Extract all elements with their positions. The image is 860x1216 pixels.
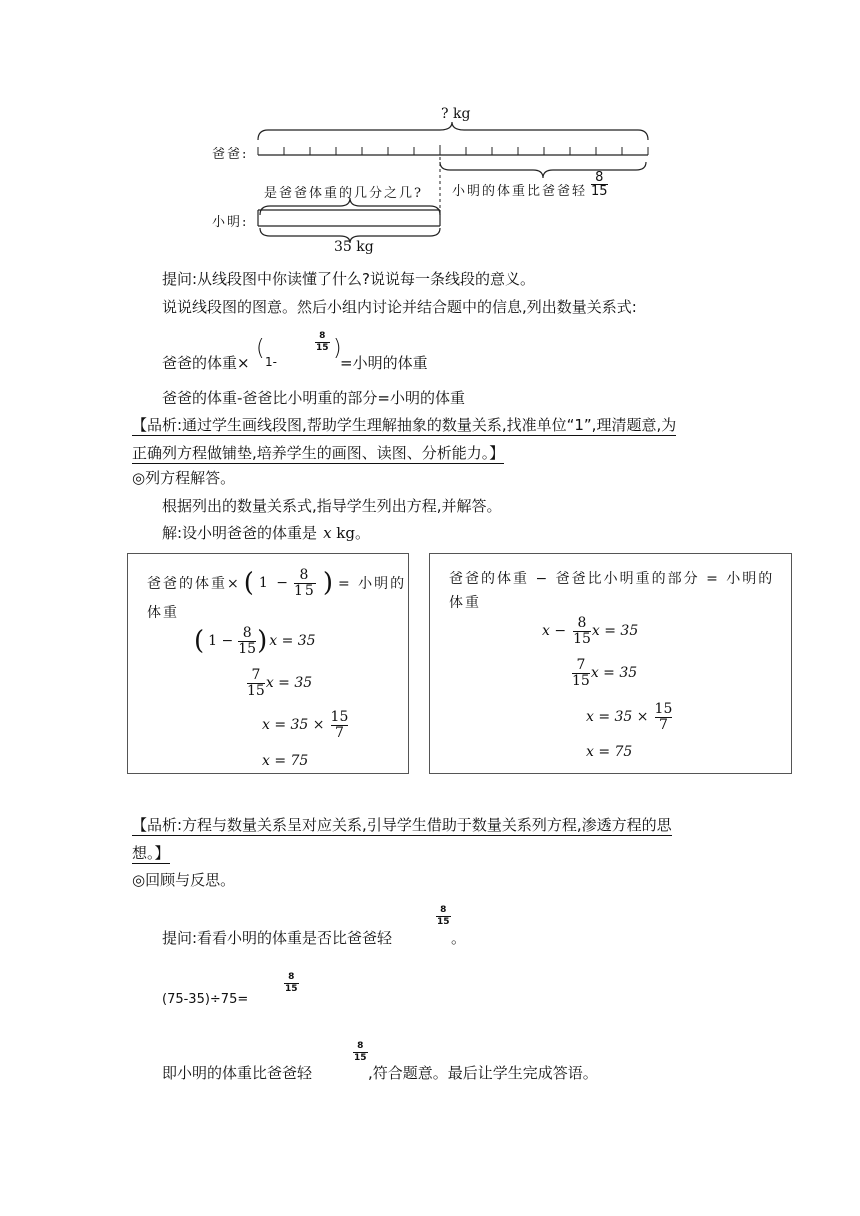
left-eq1-pre: 1 − xyxy=(208,633,234,650)
right-box-heading-2: 体重 xyxy=(449,595,481,611)
review-question-fraction xyxy=(436,905,451,928)
fraction-denominator: 15 xyxy=(285,984,298,994)
left-eq3-pre: x = 35 × xyxy=(262,717,325,734)
fraction-numerator: 8 xyxy=(357,1041,364,1051)
analysis-1-line-1: 【品析:通过学生画线段图,帮助学生理解抽象的数量关系,找准单位“1”,理清题意,为 xyxy=(132,416,677,434)
left-box-heading-b: 1 − xyxy=(258,575,290,592)
fraction-numerator: 8 xyxy=(288,972,295,982)
right-eq1-pre: x − xyxy=(542,623,567,640)
right-equation-3 xyxy=(586,702,673,732)
top-brace xyxy=(258,122,648,140)
fraction-denominator: 15 xyxy=(316,343,329,353)
right-equation-4 xyxy=(586,744,632,760)
fraction-denominator: 15 xyxy=(354,1053,367,1063)
left-box-heading-a: 爸爸的体重× xyxy=(147,576,241,593)
son-weight-label: 35 kg xyxy=(334,239,374,255)
father-ticks xyxy=(258,147,648,155)
right-eq3-pre: x = 35 × xyxy=(586,709,649,726)
fraction-numerator: 8 xyxy=(440,905,447,915)
relation-2: 爸爸的体重-爸爸比小明重的部分=小明的体重 xyxy=(162,389,465,407)
relation-1-part-a: 爸爸的体重× xyxy=(162,354,250,372)
right-eq1-fraction: 8 15 xyxy=(573,615,591,647)
lighter-brace xyxy=(440,162,646,178)
father-label: 爸爸: xyxy=(212,147,249,162)
relation-1-left-paren: ( xyxy=(256,336,265,361)
left-eq1-fraction: 8 15 xyxy=(238,625,257,657)
relation-intro-paragraph: 说说线段图的图意。然后小组内讨论并结合题中的信息,列出数量关系式: xyxy=(162,298,637,316)
review-question-end: 。 xyxy=(451,929,467,947)
left-equation-4 xyxy=(262,753,308,769)
segment-diagram-svg xyxy=(0,0,860,270)
left-eq1-post: x = 35 xyxy=(269,633,316,650)
left-eq3-fraction: 15 7 xyxy=(330,709,349,741)
analysis-2-line-2: 想。】 xyxy=(132,844,170,862)
relation-1-one-minus: 1- xyxy=(265,355,277,369)
conclusion-part-b: ,符合题意。最后让学生完成答语。 xyxy=(368,1064,598,1082)
lighter-fraction xyxy=(591,171,608,198)
check-calculation: (75-35)÷75= xyxy=(162,992,249,1007)
conclusion-fraction xyxy=(353,1041,368,1064)
fraction-numerator: 8 xyxy=(319,331,326,341)
left-equation-3 xyxy=(262,710,349,740)
left-box-heading-2: 体重 xyxy=(147,605,179,621)
left-equation-1: ( 1 − 8 15 ) x = 35 xyxy=(194,625,316,657)
right-eq1-post: x = 35 xyxy=(591,623,639,640)
right-equation-1 xyxy=(542,616,638,646)
conclusion-part-a: 即小明的体重比爸爸轻 xyxy=(162,1064,313,1082)
check-calculation-fraction xyxy=(284,972,299,995)
lighter-fraction-numerator: 8 xyxy=(595,170,604,185)
right-eq2-fraction: 7 15 xyxy=(572,657,590,689)
let-statement-text: 解:设小明爸爸的体重是 xyxy=(162,524,318,542)
solve-instruction: 根据列出的数量关系式,指导学生列出方程,并解答。 xyxy=(162,497,502,515)
total-weight-label: ? kg xyxy=(441,106,471,122)
analysis-1-line-2: 正确列方程做铺垫,培养学生的画图、读图、分析能力。】 xyxy=(132,444,505,462)
left-equation-2 xyxy=(246,668,312,698)
lighter-label: 小明的体重比爸爸轻 xyxy=(452,184,588,199)
solution-box-right xyxy=(429,553,792,774)
right-box-heading: 爸爸的体重 − 爸爸比小明重的部分 = 小明的 xyxy=(449,571,775,587)
variable-x: x xyxy=(323,524,332,542)
right-eq2-post: x = 35 xyxy=(590,665,638,682)
left-eq2-post: x = 35 xyxy=(265,675,313,692)
step-review-heading: ◎回顾与反思。 xyxy=(132,871,236,889)
son-label: 小明: xyxy=(212,215,249,230)
review-question: 提问:看看小明的体重是否比爸爸轻 xyxy=(162,929,393,947)
relation-1-fraction xyxy=(315,331,330,354)
fraction-denominator: 15 xyxy=(437,917,450,927)
let-statement xyxy=(162,522,370,543)
lighter-fraction-denominator: 15 xyxy=(591,184,608,199)
left-box-heading-fraction: 8 15 xyxy=(293,567,316,599)
let-statement-unit: kg。 xyxy=(331,524,370,542)
right-eq3-fraction: 15 7 xyxy=(654,701,673,733)
left-eq4: x = 75 xyxy=(262,753,309,769)
left-box-heading: 爸爸的体重× ( 1 − 8 15 ) = 小明的 xyxy=(147,567,407,599)
right-equation-2 xyxy=(571,658,637,688)
left-eq2-fraction: 7 15 xyxy=(247,667,265,699)
relation-1-part-c: =小明的体重 xyxy=(340,354,428,372)
left-box-heading-c: = 小明的 xyxy=(337,576,407,593)
analysis-2-line-1: 【品析:方程与数量关系呈对应关系,引导学生借助于数量关系列方程,渗透方程的思 xyxy=(132,816,672,834)
solution-box-left xyxy=(127,553,409,774)
relation-1-right-paren: ) xyxy=(333,336,342,361)
step-solve-heading: ◎列方程解答。 xyxy=(132,469,236,487)
question-paragraph: 提问:从线段图中你读懂了什么?说说每一条线段的意义。 xyxy=(162,270,536,288)
right-eq4: x = 75 xyxy=(586,744,633,760)
question-label: 是爸爸体重的几分之几? xyxy=(264,186,423,201)
